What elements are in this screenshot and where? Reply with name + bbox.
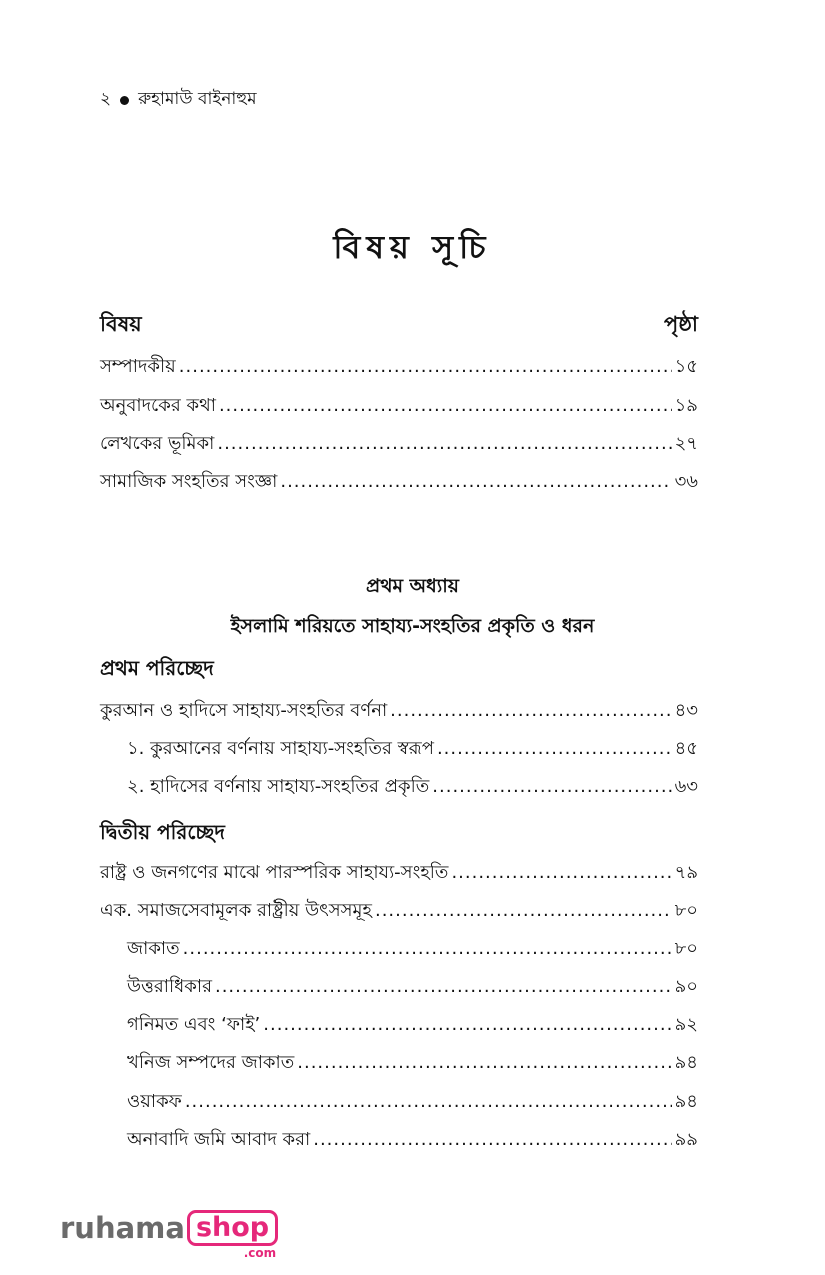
toc-entry-page: ৩৬: [674, 471, 698, 492]
toc-entry-page: ৯২: [674, 1014, 698, 1035]
column-subject-heading: বিষয়: [100, 312, 142, 336]
dot-leader: [375, 900, 672, 921]
toc-entry-label: ওয়াকফ: [127, 1091, 182, 1112]
dot-leader: [313, 1129, 671, 1150]
toc-entry-page: ৬৩: [674, 776, 698, 797]
logo-domain-text: .com: [243, 1246, 277, 1260]
toc-entry-label: সম্পাদকীয়: [100, 356, 176, 377]
toc-entry[interactable]: [127, 772, 698, 803]
dot-leader: [390, 700, 671, 721]
toc-entry-label: খনিজ সম্পদের জাকাত: [127, 1052, 295, 1073]
section-heading: দ্বিতীয় পরিচ্ছেদ: [100, 820, 225, 844]
logo-brand-text: ruhama: [60, 1211, 185, 1245]
toc-entry[interactable]: [100, 429, 698, 460]
dot-leader: [280, 471, 671, 492]
page-number: ২: [100, 89, 112, 109]
section-heading: প্রথম পরিচ্ছেদ: [100, 656, 214, 680]
toc-entry-page: ৯০: [674, 976, 698, 997]
running-head: [100, 86, 257, 114]
toc-entry-page: ৭৯: [674, 862, 698, 883]
book-title: রুহামাউ বাইনাহুম: [138, 89, 257, 109]
toc-entry-page: ১৯: [674, 395, 698, 416]
dot-leader: [432, 776, 671, 797]
toc-entry[interactable]: [100, 391, 698, 422]
dot-leader: [185, 1091, 672, 1112]
toc-entry-label: কুরআন ও হাদিসে সাহায্য-সংহতির বর্ণনা: [100, 700, 388, 721]
dot-leader: [179, 356, 672, 377]
toc-title: বিষয় সূচি: [333, 228, 492, 266]
dot-leader: [183, 938, 672, 959]
toc-entry-page: ৯৪: [674, 1052, 698, 1073]
toc-entry-page: ৪৩: [674, 700, 698, 721]
toc-entry-label: অনাবাদি জমি আবাদ করা: [127, 1129, 311, 1150]
dot-leader: [219, 395, 672, 416]
toc-entry-page: ২৭: [674, 433, 698, 454]
toc-entry-label: জাকাত: [127, 938, 180, 959]
toc-entry-page: ৯৯: [674, 1129, 698, 1150]
logo-shop-text: shop: [187, 1210, 278, 1246]
dot-leader: [215, 976, 672, 997]
toc-entry[interactable]: [100, 696, 698, 727]
toc-entry[interactable]: [100, 896, 698, 927]
toc-entry-page: ৪৫: [674, 738, 698, 759]
toc-entry[interactable]: [127, 1087, 698, 1118]
bullet-dot-icon: [120, 96, 129, 105]
toc-entry[interactable]: [127, 1010, 698, 1041]
toc-entry-page: ১৫: [674, 356, 698, 377]
toc-entry[interactable]: [100, 352, 698, 383]
toc-entry-label: সামাজিক সংহতির সংজ্ঞা: [100, 471, 278, 492]
chapter-title: ইসলামি শরিয়তে সাহায্য-সংহতির প্রকৃতি ও ধরন: [230, 615, 595, 637]
column-page-heading: পৃষ্ঠা: [663, 312, 698, 336]
toc-entry-label: লেখকের ভূমিকা: [100, 433, 215, 454]
toc-entry-label: উত্তরাধিকার: [127, 976, 212, 997]
toc-entry[interactable]: [127, 934, 698, 965]
toc-entry-page: ৮০: [674, 900, 698, 921]
logo-shop-badge: [187, 1210, 278, 1260]
toc-entry[interactable]: [127, 734, 698, 765]
ruhama-shop-logo: [60, 1210, 278, 1262]
toc-entry-label: রাষ্ট্র ও জনগণের মাঝে পারস্পরিক সাহায্য-সংহতি: [100, 862, 449, 883]
dot-leader: [451, 862, 671, 883]
chapter-number: প্রথম অধ্যায়: [366, 575, 459, 597]
dot-leader: [437, 738, 672, 759]
toc-entry-label: অনুবাদকের কথা: [100, 395, 216, 416]
toc-entry-page: ৮০: [674, 938, 698, 959]
toc-entry[interactable]: [100, 467, 698, 498]
toc-entry[interactable]: [127, 972, 698, 1003]
toc-entry-label: এক. সমাজসেবামূলক রাষ্ট্রীয় উৎসসমূহ: [100, 900, 372, 921]
dot-leader: [297, 1052, 671, 1073]
toc-entry-page: ৯৪: [674, 1091, 698, 1112]
toc-entry[interactable]: [100, 858, 698, 889]
toc-column-headings: [100, 308, 698, 343]
toc-entry-label: ১. কুরআনের বর্ণনায় সাহায্য-সংহতির স্বরূপ: [127, 738, 434, 759]
toc-entry[interactable]: [127, 1048, 698, 1079]
toc-entry[interactable]: [127, 1125, 698, 1156]
dot-leader: [263, 1014, 671, 1035]
toc-entry-label: গনিমত এবং ‘ফাই’: [127, 1014, 261, 1035]
toc-entry-label: ২. হাদিসের বর্ণনায় সাহায্য-সংহতির প্রকৃতি: [127, 776, 430, 797]
dot-leader: [217, 433, 671, 454]
